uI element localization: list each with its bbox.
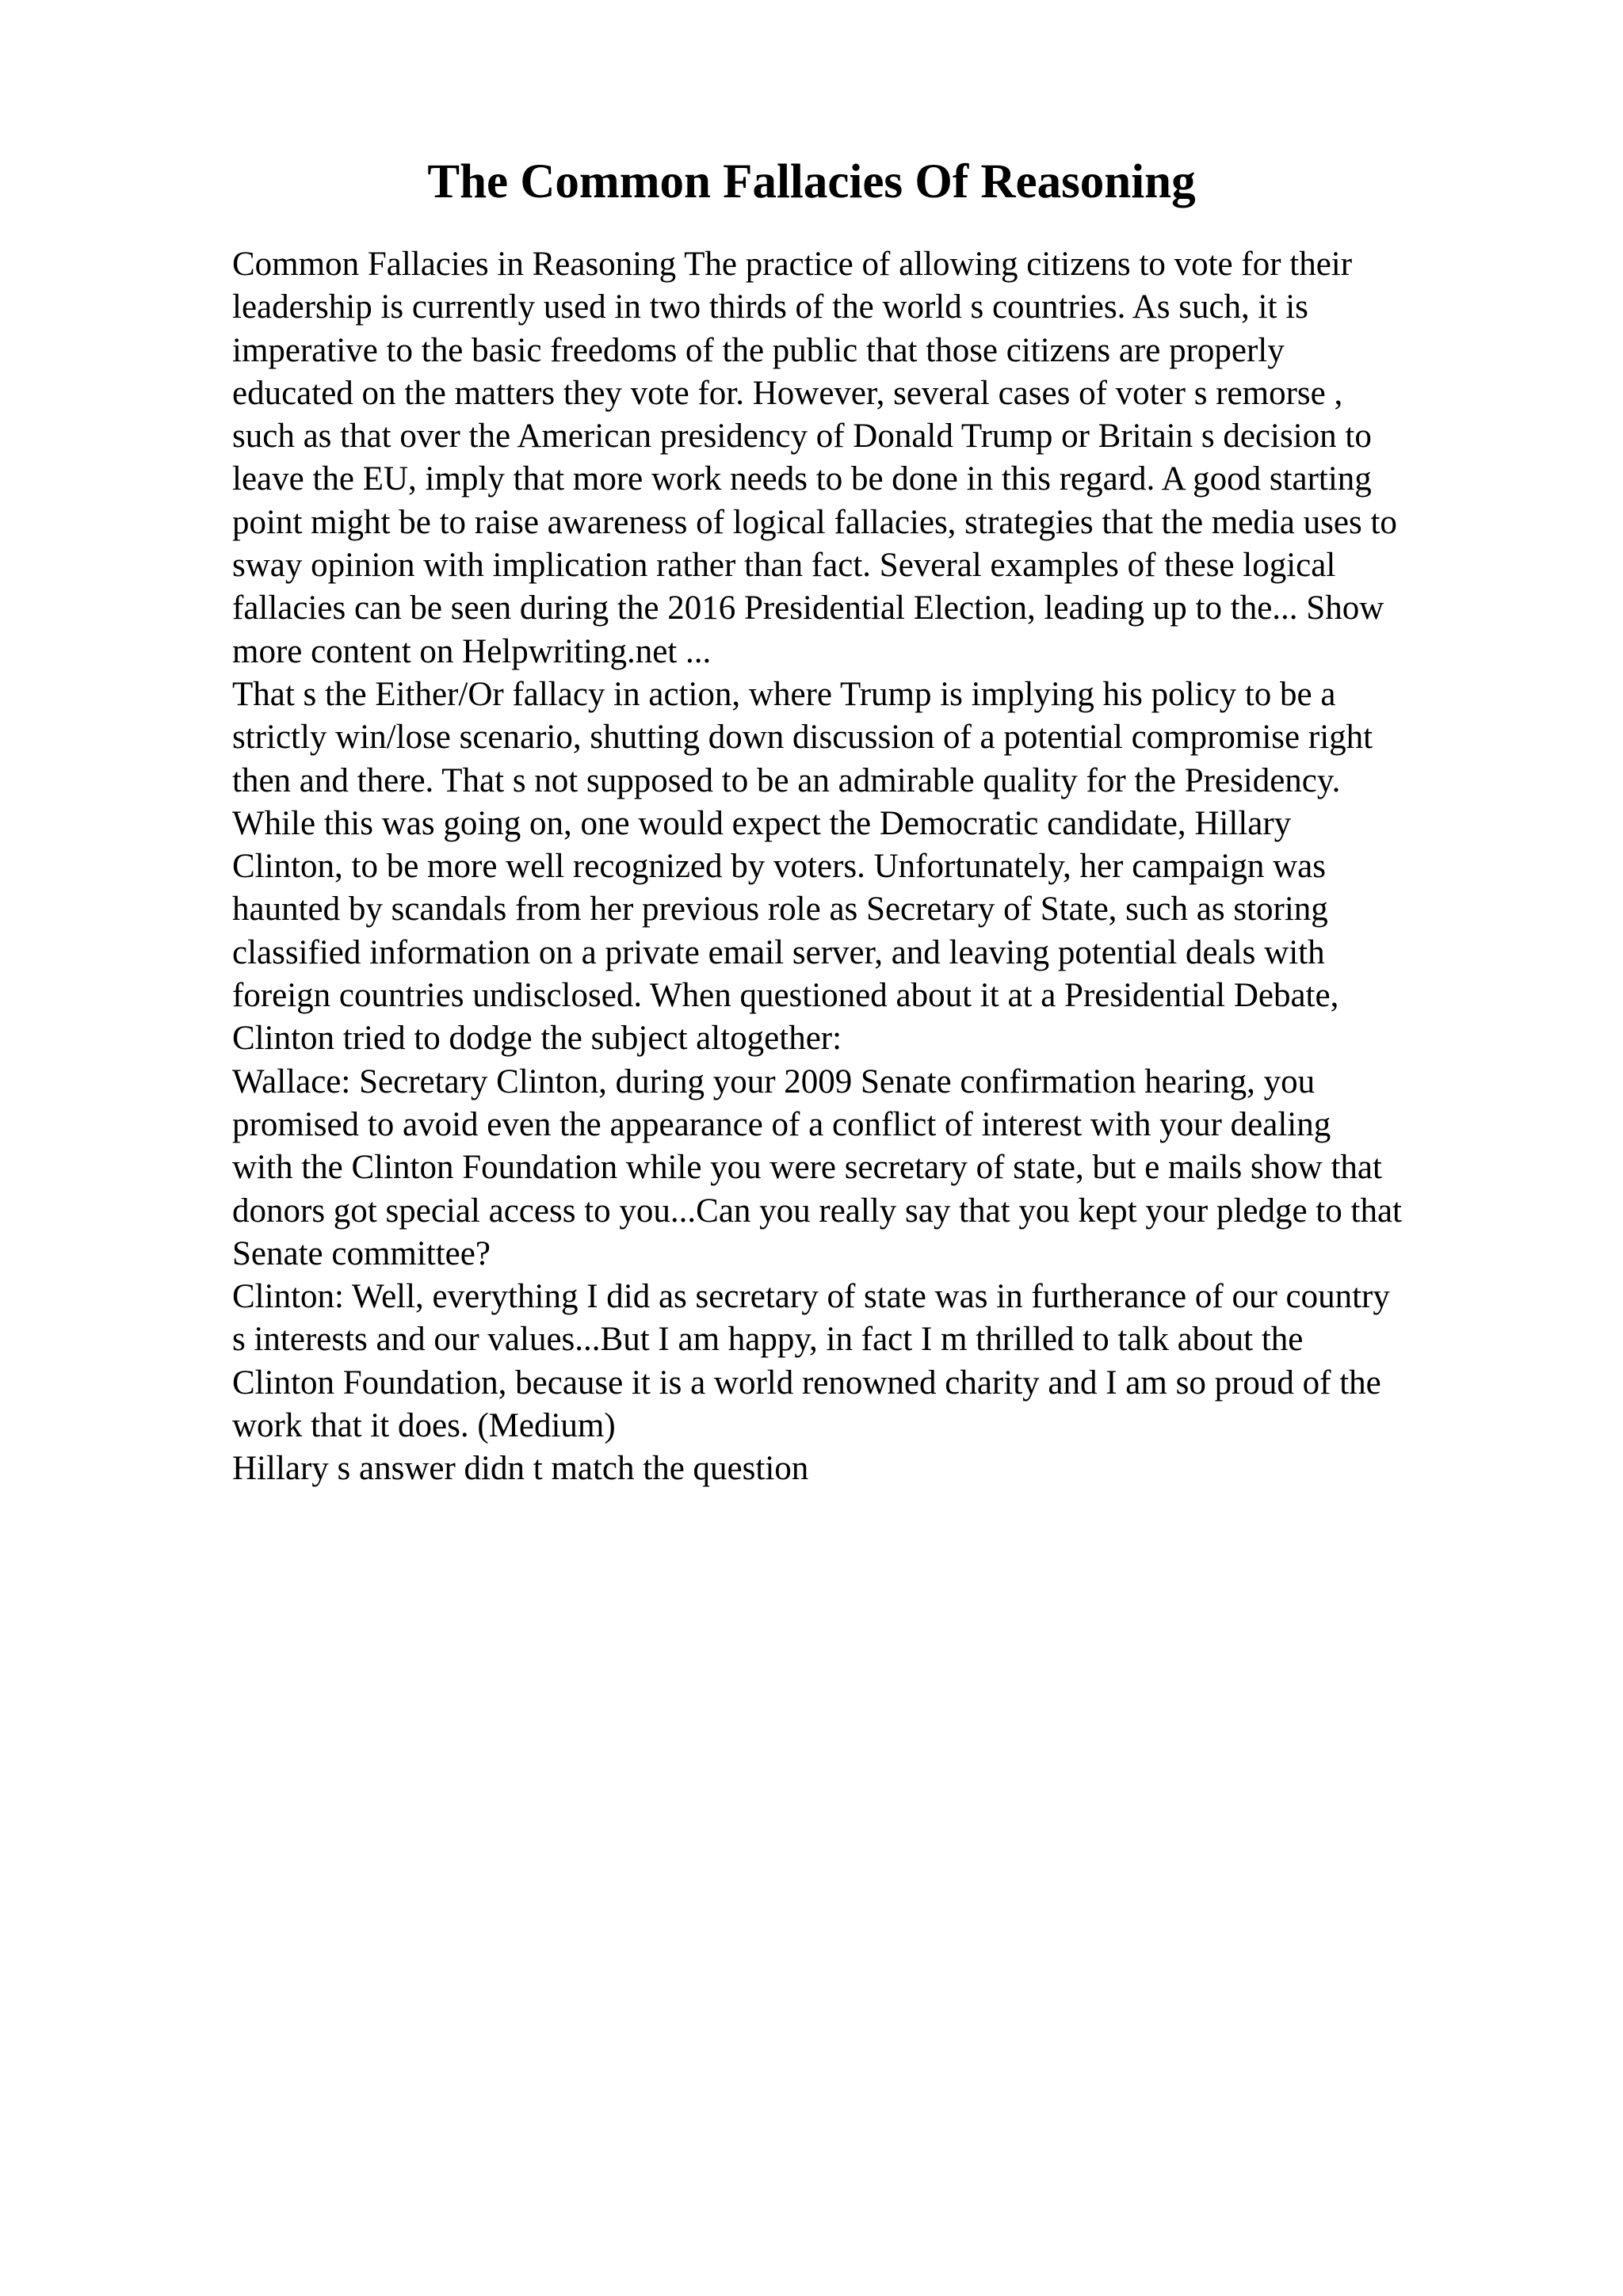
- body-line: such as that over the American presidency of Donald Trump or Britain s decision to: [232, 418, 1372, 456]
- body-line: leadership is currently used in two thirds of the world s countries. As such, it is: [232, 288, 1308, 326]
- body-line: That s the Either/Or fallacy in action, where Trump is implying his policy to be a: [232, 675, 1336, 713]
- body-line: donors got special access to you...Can you really say that you kept your pledge to that: [232, 1192, 1402, 1230]
- body-line: more content on Helpwriting.net ...: [232, 632, 712, 670]
- body-line: imperative to the basic freedoms of the public that those citizens are properly: [232, 331, 1285, 369]
- body-line: Hillary s answer didn t match the question: [232, 1450, 809, 1488]
- body-line: classified information on a private email server, and leaving potential deals with: [232, 933, 1325, 971]
- body-line: promised to avoid even the appearance of a conflict of interest with your dealing: [232, 1105, 1331, 1143]
- body-line: haunted by scandals from her previous role as Secretary of State, such as storing: [232, 891, 1328, 929]
- body-line: s interests and our values...But I am happy, in fact I m thrilled to talk about the: [232, 1321, 1304, 1359]
- body-line: work that it does. (Medium): [232, 1407, 616, 1445]
- body-line: sway opinion with implication rather than fact. Several examples of these logical: [232, 547, 1336, 585]
- body-line: Senate committee?: [232, 1234, 491, 1272]
- body-line: fallacies can be seen during the 2016 Presidential Election, leading up to the... Show: [232, 589, 1384, 627]
- body-line: then and there. That s not supposed to be an admirable quality for the Presidency.: [232, 761, 1341, 799]
- document-title: The Common Fallacies Of Reasoning: [427, 155, 1196, 208]
- body-line: with the Clinton Foundation while you were secretary of state, but e mails show that: [232, 1149, 1382, 1187]
- body-line: While this was going on, one would expect the Democratic candidate, Hillary: [232, 804, 1292, 842]
- body-line: foreign countries undisclosed. When questioned about it at a Presidential Debate,: [232, 977, 1339, 1015]
- body-line: strictly win/lose scenario, shutting down discussion of a potential compromise right: [232, 719, 1373, 757]
- body-line: leave the EU, imply that more work needs to be done in this regard. A good starting: [232, 460, 1372, 498]
- body-line: Clinton: Well, everything I did as secretary of state was in furtherance of our country: [232, 1278, 1390, 1316]
- body-line: Wallace: Secretary Clinton, during your 2009 Senate confirmation hearing, you: [232, 1062, 1316, 1100]
- body-line: Clinton, to be more well recognized by voters. Unfortunately, her campaign was: [232, 848, 1326, 886]
- document-body: [232, 243, 1516, 1491]
- body-line: educated on the matters they vote for. However, several cases of voter s remorse ,: [232, 374, 1343, 412]
- body-line: point might be to raise awareness of logical fallacies, strategies that the media uses to: [232, 503, 1397, 541]
- body-line: Clinton tried to dodge the subject altogether:: [232, 1020, 842, 1058]
- body-line: Clinton Foundation, because it is a world renowned charity and I am so proud of the: [232, 1363, 1381, 1402]
- body-line: Common Fallacies in Reasoning The practice of allowing citizens to vote for their: [232, 246, 1353, 283]
